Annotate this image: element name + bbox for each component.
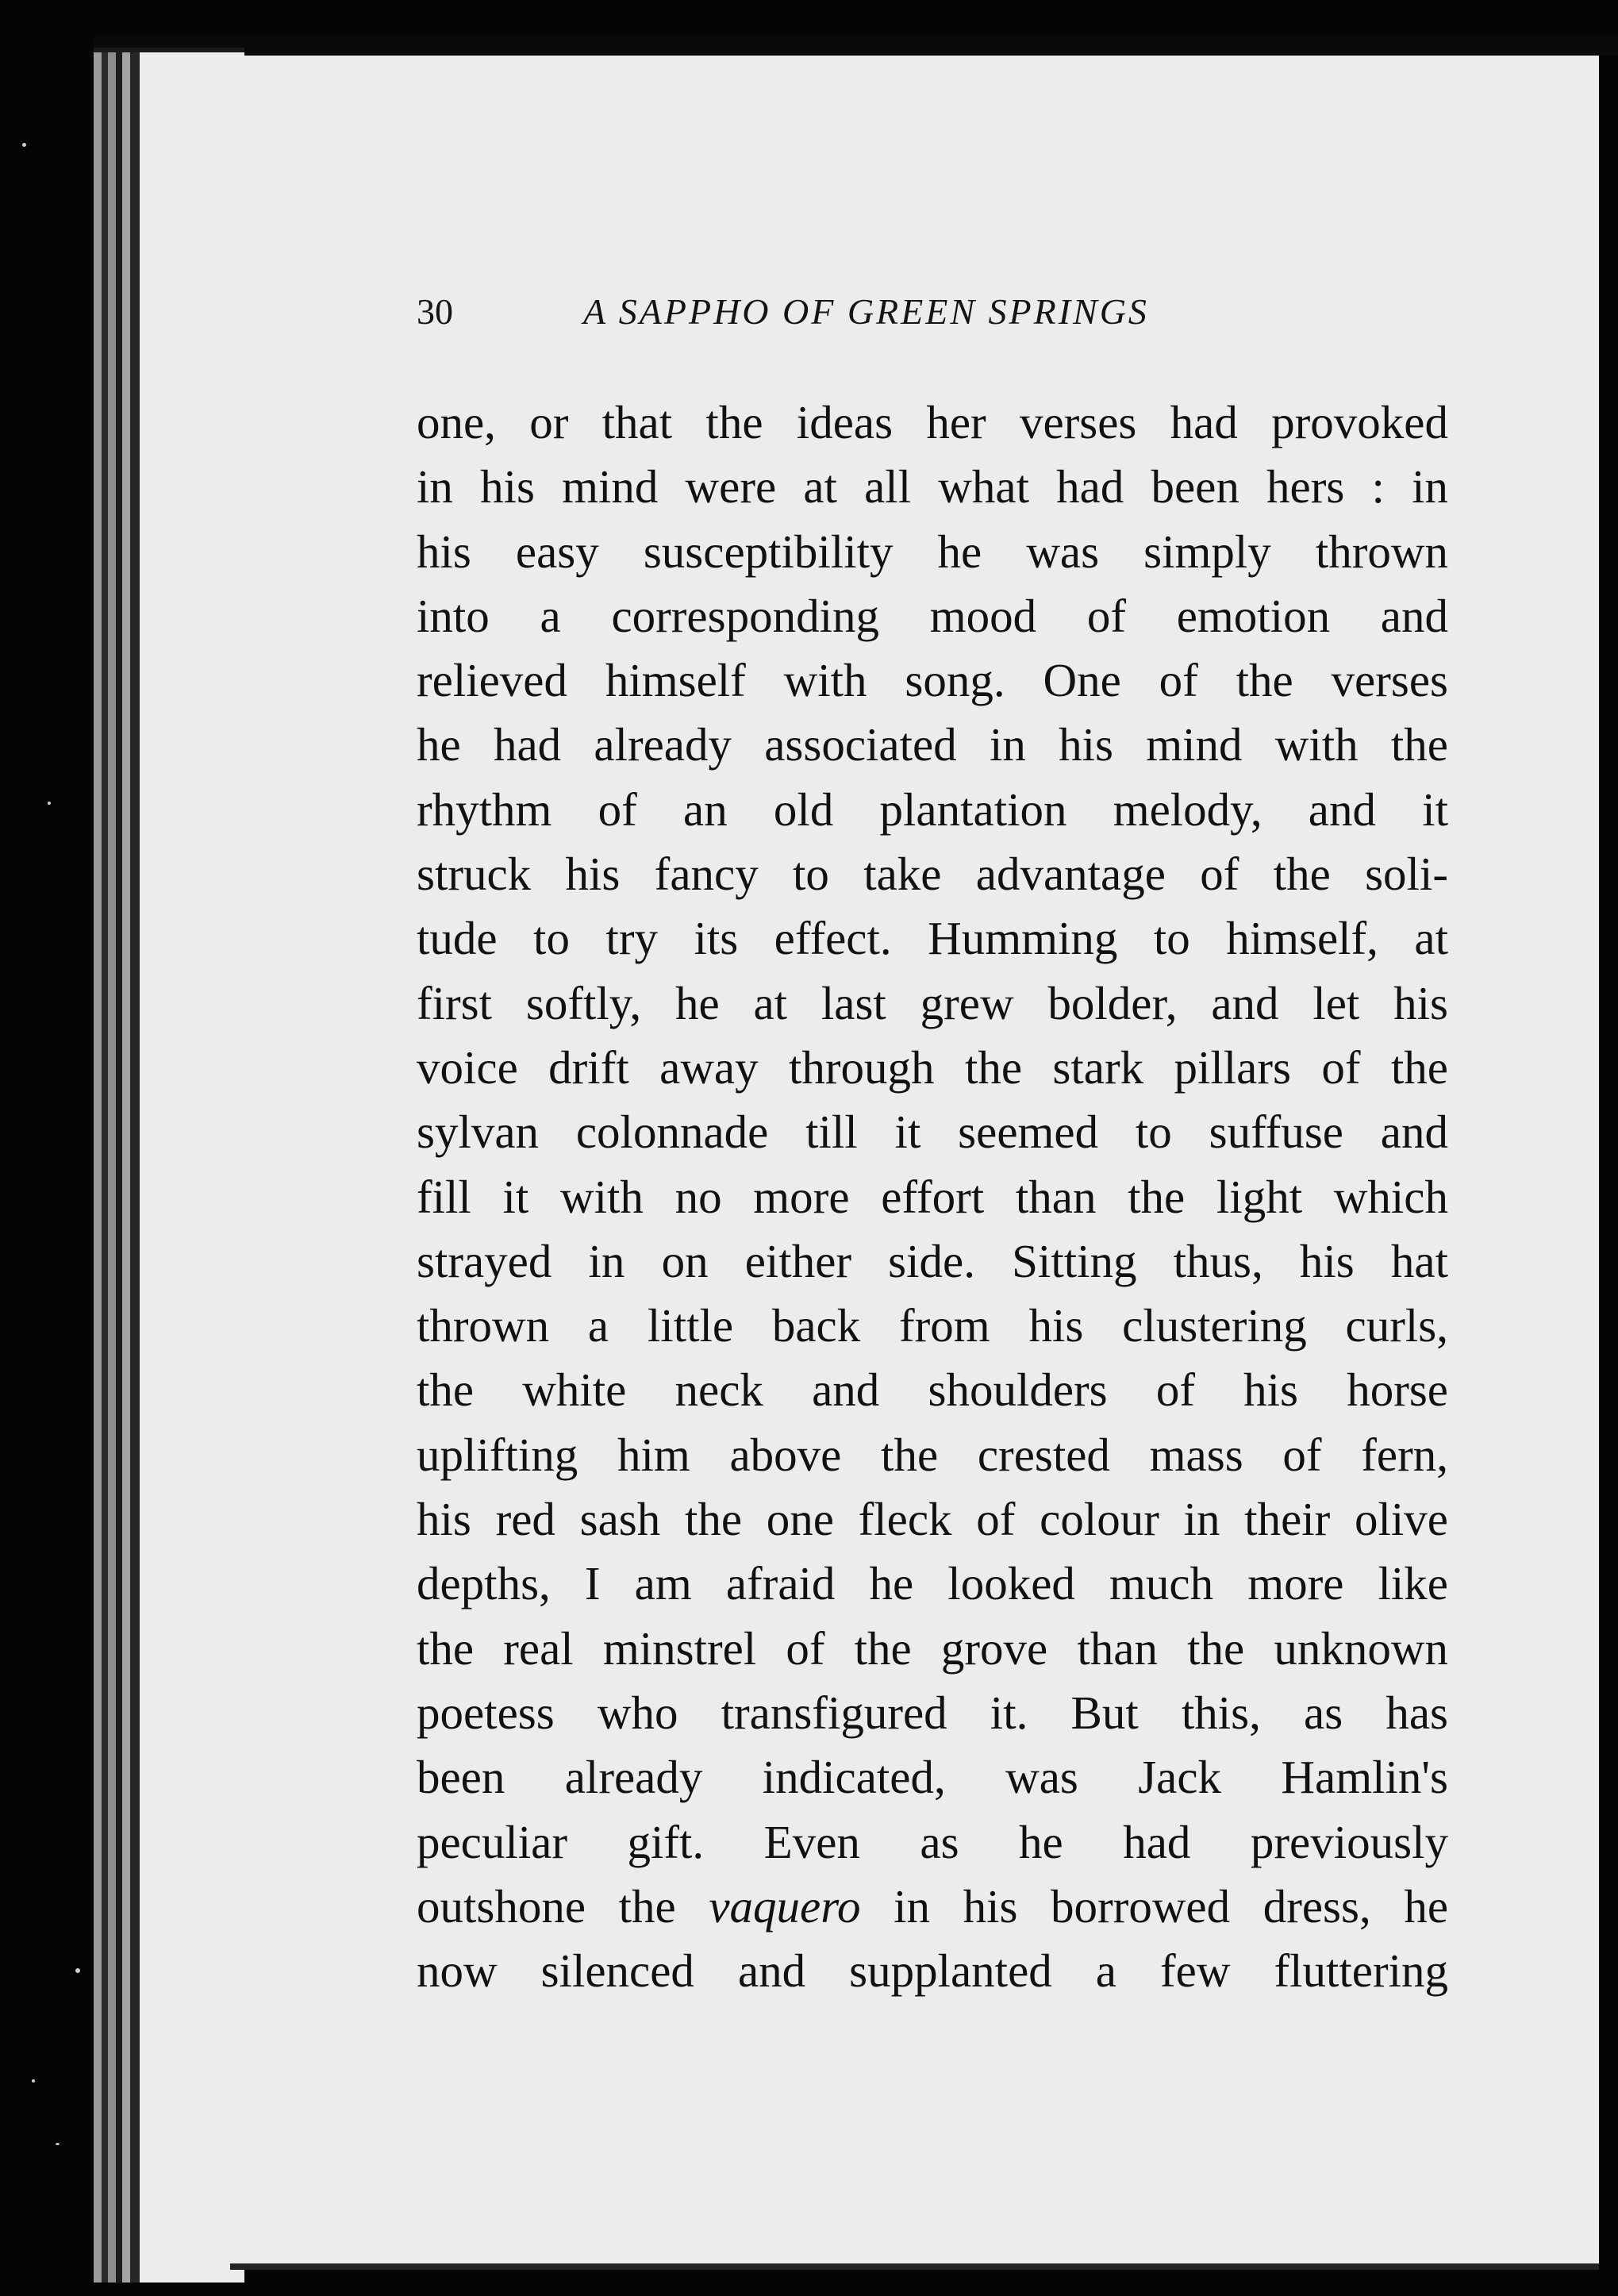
text-line: peculiar gift. Even as he had previously bbox=[417, 1815, 1448, 1868]
page-number: 30 bbox=[417, 291, 453, 332]
dust-speck bbox=[48, 802, 51, 805]
text-line: rhythm of an old plantation melody, and it bbox=[417, 783, 1448, 836]
text-line: sylvan colonnade till it seemed to suffuse and bbox=[417, 1106, 1448, 1159]
text-line: struck his fancy to take advantage of the soli- bbox=[417, 848, 1448, 901]
text-line: been already indicated, was Jack Hamlin's bbox=[417, 1751, 1448, 1804]
body-text bbox=[417, 390, 1448, 2003]
dust-speck bbox=[56, 2143, 60, 2145]
text-fragment: in his borrowed dress, he bbox=[860, 1879, 1449, 1933]
italic-word: vaquero bbox=[709, 1879, 861, 1933]
text-line: the real minstrel of the grove than the unknown bbox=[417, 1621, 1448, 1675]
text-line: uplifting him above the crested mass of fern, bbox=[417, 1428, 1448, 1481]
text-fragment: outshone the bbox=[417, 1879, 709, 1933]
text-line: voice drift away through the stark pillars of the bbox=[417, 1040, 1448, 1094]
text-line: in his mind were at all what had been hers : in bbox=[417, 460, 1448, 513]
text-line: first softly, he at last grew bolder, and let his bbox=[417, 976, 1448, 1029]
book-title: A SAPPHO OF GREEN SPRINGS bbox=[583, 291, 1149, 332]
text-line: the white neck and shoulders of his horse bbox=[417, 1363, 1448, 1417]
dust-speck bbox=[32, 2079, 35, 2083]
text-line: relieved himself with song. One of the verses bbox=[417, 654, 1448, 707]
right-scan-edge bbox=[1599, 56, 1618, 2278]
text-line: now silenced and supplanted a few fluttering bbox=[417, 1944, 1448, 1998]
text-line: fill it with no more effort than the light which bbox=[417, 1170, 1448, 1223]
text-line: one, or that the ideas her verses had provoked bbox=[417, 396, 1448, 448]
text-line: his easy susceptibility he was simply thrown bbox=[417, 525, 1448, 578]
text-line: tude to try its effect. Humming to himself, at bbox=[417, 912, 1448, 965]
dust-speck bbox=[22, 143, 26, 147]
text-line: his red sash the one fleck of colour in their olive bbox=[417, 1493, 1448, 1546]
text-line: strayed in on either side. Sitting thus, his hat bbox=[417, 1234, 1448, 1287]
page-stack-edge bbox=[94, 48, 244, 2283]
text-line: he had already associated in his mind with the bbox=[417, 718, 1448, 771]
text-line: poetess who transfigured it. But this, as has bbox=[417, 1686, 1448, 1739]
text-line-with-italic bbox=[417, 1875, 1448, 1939]
text-line: thrown a little back from his clustering curls, bbox=[417, 1299, 1448, 1352]
running-head bbox=[417, 284, 1448, 340]
text-line: into a corresponding mood of emotion and bbox=[417, 589, 1448, 642]
dust-speck bbox=[75, 1968, 80, 1973]
text-line: depths, I am afraid he looked much more like bbox=[417, 1557, 1448, 1610]
